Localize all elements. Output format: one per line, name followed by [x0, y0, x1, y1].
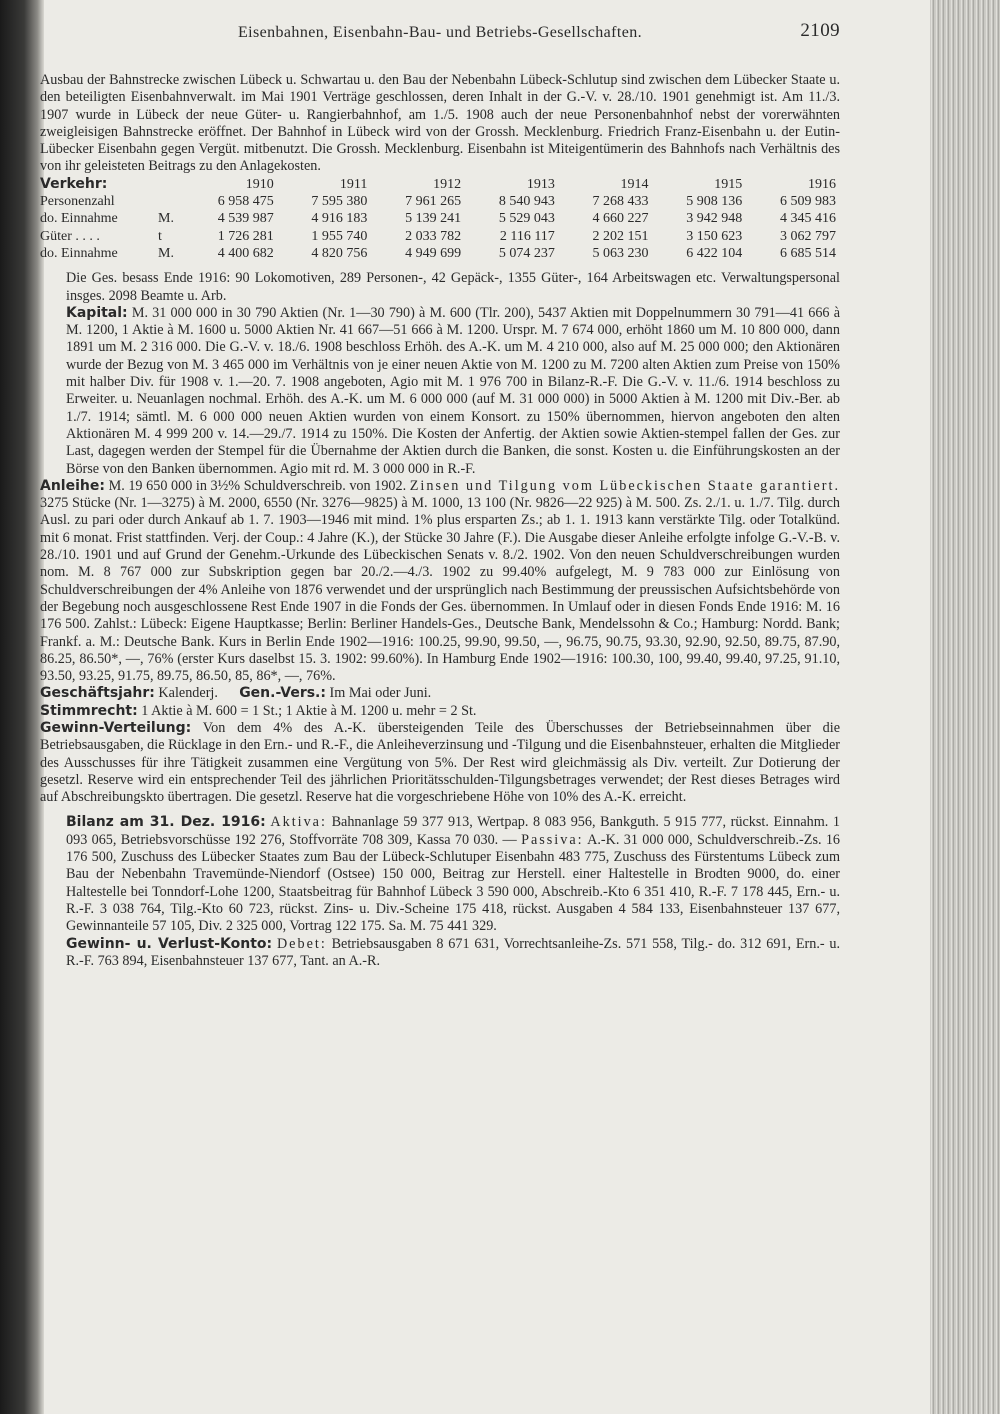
- value-cell: 7 595 380: [311, 194, 368, 210]
- value-cell: 7 268 433: [592, 194, 649, 210]
- anleihe-label: Anleihe:: [40, 477, 105, 494]
- row-unit: [158, 193, 180, 210]
- value-cell: 6 509 983: [780, 194, 836, 210]
- anleihe-lead: M. 19 650 000 in 3½% Schuldverschreib. von 1902.: [108, 477, 407, 494]
- bilanz-section: [40, 814, 840, 935]
- value-cell: 4 820 756: [311, 245, 368, 261]
- value-cell: 7 961 265: [405, 194, 462, 210]
- aktiva-label: Aktiva:: [270, 814, 327, 831]
- row-unit: M.: [158, 245, 174, 261]
- fleet-paragraph: Die Ges. besass Ende 1916: 90 Lokomotiven, 289 Personen-, 42 Gepäck-, 1355 Güter-, 164 Arbeitswagen etc. Verwaltungspersonal insges. 2098 Beamte u. Arb.: [66, 270, 840, 304]
- aktiva-text: Bahnanlage 59 377 913, Wertpap. 8 083 956, Bankguth. 5 915 777, rückst. Einnahm. 1 093 065, Betriebsvorschüsse 192 276, Stoffvorräte 708 309, Kassa 70 030. —: [66, 814, 841, 848]
- gewinn-label: Gewinn-Verteilung:: [40, 719, 192, 736]
- stimmrecht-line: [40, 703, 840, 720]
- bilanz-label: Bilanz am 31. Dez. 1916:: [66, 814, 266, 831]
- value-cell: 6 958 475: [217, 194, 274, 210]
- anleihe-text: 3275 Stücke (Nr. 1—3275) à M. 2000, 6550 (Nr. 3276—9825) à M. 1000, 13 100 (Nr. 9826—22 925) à M. 500. Zs. 2./1. u. 1./7. Tilg. durch Ausl. zu pari oder durch Ankauf ab 1. 7. 1903—1946 mit mind. 1% plus ersparten Zs.; ab 1. 1. 1913 kann verstärkte Tilg. oder Totalkünd. mit 6 monat. Frist stattfinden. Verj. der Coup.: 4 Jahre (K.), der Stücke 30 Jahre (F.). Die Ausgabe dieser Anleihe erfolgte infolge G.-V.-B. v. 28./10. 1901 und auf Grund der Genehm.-Urkunde des Lübeckischen Senats v. 8./2. 1902. Von den neuen Schuldverschreibungen wurden nom. M. 8 767 000 zur Subskription gegen bar 20./2.—4./3. 1902 zu 99.40% aufgelegt, M. 9 783 000 zur Einlösung von Schuldverschreibungen der 4% Anleihe von 1876 verwendet und der ursprünglich nach Bestimmung der preussischen Aufsichtsbehörde von der Begebung noch ausgeschlossene Rest Ende 1907 in die Fonds der Ges. übernommen. In Umlauf oder in diesen Fonds Ende 1916: M. 16 176 500. Zahlst.: Lübeck: Eigene Hauptkasse; Berlin: Berliner Handels-Ges., Deutsche Bank, Mendelssohn & Co.; Hamburg: Nordd. Bank; Frankf. a. M.: Deutsche Bank. Kurs in Berlin Ende 1902—1916: 100.25, 99.90, 99.50, —, 96.75, 90.75, 93.30, 92.90, 92.50, 89.75, 87.90, 86.25, 86.50*, —, 76% (erster Kurs daselbst 15. 3. 1902: 99.60%). In Hamburg Ende 1902—1916: 100.30, 100, 99.40, 99.40, 97.25, 91.10, 93.50, 93.25, 91.75, 89.75, 86.50, 85, 86*, —, 76%.: [40, 495, 840, 685]
- value-cell: 5 074 237: [498, 245, 555, 261]
- value-cell: 2 116 117: [499, 228, 555, 244]
- row-label: do. Einnahme: [40, 245, 118, 261]
- value-cell: 5 063 230: [592, 245, 649, 261]
- traffic-header-row: [40, 176, 836, 193]
- value-cell: 5 529 043: [498, 211, 555, 227]
- row-label: Güter . . . .: [40, 228, 100, 244]
- table-row: [40, 228, 836, 245]
- gewinn-text: Von dem 4% des A.-K. übersteigenden Teile des Überschusses der Betriebseinnahmen über die Betriebsausgaben, die Rücklage in den Ern.- und R.-F., die Anleiheverzinsung und -Tilgung und die Eisenbahnsteuer, erhalten die Mitglieder des Ausschusses für ihre Tätigkeit zusammen eine Vergütung von 5%. Der Rest wird gleichmässig als Div. verteilt. Zur Dotierung der gesetzl. Reserve wird ein entsprechender Teil des jährlichen Prioritätsschulden-Tilgungsbetrages verwendet; der Rest dieses Betrages wird auf Abschreibungskto übertragen. Die gesetzl. Reserve hat die vorgeschriebene Höhe von 10% des A.-K. erreicht.: [40, 719, 840, 806]
- value-cell: 6 422 104: [686, 245, 743, 261]
- year-cell: 1914: [620, 176, 649, 192]
- row-label: Personenzahl: [40, 194, 115, 210]
- value-cell: 4 660 227: [592, 211, 649, 227]
- stimmrecht-value: 1 Aktie à M. 600 = 1 St.; 1 Aktie à M. 1200 u. mehr = 2 St.: [141, 702, 477, 719]
- value-cell: 8 540 943: [498, 194, 555, 210]
- value-cell: 3 942 948: [686, 211, 743, 227]
- gewinn-section: [40, 720, 840, 806]
- table-row: [40, 245, 836, 262]
- value-cell: 2 202 151: [592, 228, 649, 244]
- value-cell: 5 139 241: [405, 211, 462, 227]
- page-edge-stack: [930, 0, 1000, 1414]
- value-cell: 3 062 797: [780, 228, 836, 244]
- value-cell: 4 916 183: [311, 211, 368, 227]
- year-cell: 1916: [808, 176, 836, 192]
- value-cell: 1 955 740: [311, 228, 368, 244]
- geschaeftsjahr-line: [40, 685, 840, 702]
- traffic-heading: Verkehr:: [40, 175, 108, 192]
- passiva-text: A.-K. 31 000 000, Schuldverschreib.-Zs. 16 176 500, Zuschuss des Lübecker Staates zum Bau der Lübeck-Schlutuper Eisenbahn 483 775, Zuschuss des Fürstentums Lübeck zum Bau der Nebenbahn Travemünde-Niendorf (Ostsee) 150 000, Beitrag zur Herstell. einer Haltestelle in Brodten 9000, do. einer Haltestelle bei Tonndorf-Lohe 1200, Staatsbeitrag für Bahnhof Lübeck 3 590 000, Abschreib.-Kto 6 351 410, R.-F. 7 178 445, Ern.- u. R.-F. 3 038 764, Tilg.-Kto 60 723, rückst. Zins- u. Div.-Scheine 175 418, rückst. Ausgaben 4 584 133, Eisenbahnsteuer 137 677, Gewinnanteile 57 105, Div. 2 325 000, Vortrag 122 175. Sa. M. 75 441 329.: [66, 831, 841, 935]
- page-number: 2109: [800, 20, 840, 41]
- intro-paragraph: Ausbau der Bahnstrecke zwischen Lübeck u. Schwartau u. den Bau der Nebenbahn Lübeck-Schlutup sind zwischen dem Lübecker Staate u. den beteiligten Eisenbahnverwalt. im Mai 1901 Verträge geschlossen, deren Inhalt in der G.-V. v. 28./10. 1901 genehmigt ist. Am 11./3. 1907 wurde in Lübeck der neue Güter- u. Rangierbahnhof, am 1./5. 1908 auch der neue Personenbahnhof nebst der vorerwähnten zweigleisigen Bahnstrecke eröffnet. Der Bahnhof in Lübeck wird von der Grossh. Mecklenburg. Friedrich Franz-Eisenbahn u. der Eutin-Lübecker Eisenbahn gegen Vergüt. mitbenutzt. Die Grossh. Mecklenburg. Eisenbahn ist Miteigentümerin des Bahnhofs nach Verhältnis des von ihr geleisteten Beitrags zu den Anlagekosten.: [40, 72, 840, 175]
- geschaeftsjahr-label: Geschäftsjahr:: [40, 685, 155, 702]
- passiva-label: Passiva:: [521, 831, 584, 848]
- anleihe-guarantee: Zinsen und Tilgung vom Lübeckischen Staate garantiert.: [409, 477, 841, 494]
- guv-text: Betriebsausgaben 8 671 631, Vorrechtsanleihe-Zs. 571 558, Tilg.- do. 312 691, Ern.- u. R.-F. 763 894, Eisenbahnsteuer 137 677, Tant. an A.-R.: [66, 935, 841, 969]
- year-cell: 1912: [433, 176, 462, 192]
- gen-vers-label: Gen.-Vers.:: [239, 685, 326, 702]
- value-cell: 1 726 281: [217, 228, 274, 244]
- row-unit: t: [158, 228, 162, 244]
- page: [40, 20, 841, 1394]
- value-cell: 6 685 514: [780, 245, 836, 261]
- value-cell: 3 150 623: [686, 228, 743, 244]
- year-cell: 1910: [245, 176, 274, 192]
- traffic-table: [40, 176, 836, 262]
- row-label: do. Einnahme: [40, 211, 118, 227]
- table-row: [40, 210, 836, 227]
- value-cell: 4 345 416: [780, 211, 836, 227]
- year-cell: 1915: [714, 176, 743, 192]
- kapital-text: M. 31 000 000 in 30 790 Aktien (Nr. 1—30 790) à M. 600 (Tlr. 200), 5437 Aktien mit Doppelnummern 30 791—41 666 à M. 1200, 1 Aktie à M. 1600 u. 5000 Aktien Nr. 41 667—51 666 à M. 1200. Urspr. M. 7 674 000, erhöht 1860 um M. 10 800 000, dann 1891 um M. 2 316 000. Die G.-V. v. 18./6. 1908 beschloss Erhöh. des A.-K. um M. 4 210 000, also auf M. 25 000 000; den Aktionären wurde der Bezug von M. 3 465 000 im Verhältnis von je einer neuen Aktie von M. 1200 zu M. 7200 alten Aktien zum Preise von 150% mit halber Div. für 1908 v. 1.—20. 7. 1908 angeboten, Agio mit M. 1 976 700 in Bilanz-R.-F. Die G.-V. v. 11./6. 1914 beschloss zu Erweiter. u. Neuanlagen nochmal. Erhöh. des A.-K. um M. 6 000 000 (auf M. 31 000 000) in 5000 Aktien à M. 1200 mit Div.-Ber. ab 1./7. 1914; sämtl. M. 6 000 000 neuen Aktien wurden von einem Konsort. zu 150% übernommen, hiervon angeboten den alten Aktionären M. 4 999 200 v. 14.—29./7. 1914 zu 150%. Die Kosten der Anfertig. der Aktien sowie Aktien-stempel fallen der Ges. zur Last, dagegen werden der Stempel für die Übernahme der Aktien durch die Banken, die sonst. Kosten u. die Einführungskosten an der Börse von den Banken übernommen. Agio mit rd. M. 3 000 000 in R.-F.: [66, 304, 841, 477]
- page-body: [40, 72, 840, 970]
- book-binding-shadow: [0, 0, 44, 1414]
- value-cell: 2 033 782: [405, 228, 462, 244]
- header-title: Eisenbahnen, Eisenbahn-Bau- und Betriebs-Gesellschaften.: [237, 24, 643, 41]
- row-unit: M.: [158, 211, 174, 227]
- anleihe-section: [40, 478, 840, 686]
- value-cell: 4 539 987: [217, 211, 274, 227]
- guv-label: Gewinn- u. Verlust-Konto:: [66, 935, 273, 952]
- gen-vers-value: Im Mai oder Juni.: [329, 685, 432, 702]
- year-cell: 1911: [339, 176, 368, 192]
- year-cell: 1913: [526, 176, 555, 192]
- value-cell: 4 949 699: [405, 245, 462, 261]
- kapital-label: Kapital:: [66, 304, 128, 321]
- debet-label: Debet:: [276, 935, 327, 952]
- table-row: [40, 193, 836, 210]
- value-cell: 4 400 682: [217, 245, 274, 261]
- geschaeftsjahr-value: Kalenderj.: [158, 685, 218, 702]
- guv-section: [40, 936, 840, 971]
- kapital-section: [40, 305, 840, 478]
- value-cell: 5 908 136: [686, 194, 743, 210]
- stimmrecht-label: Stimmrecht:: [40, 702, 138, 719]
- running-header: [40, 20, 840, 52]
